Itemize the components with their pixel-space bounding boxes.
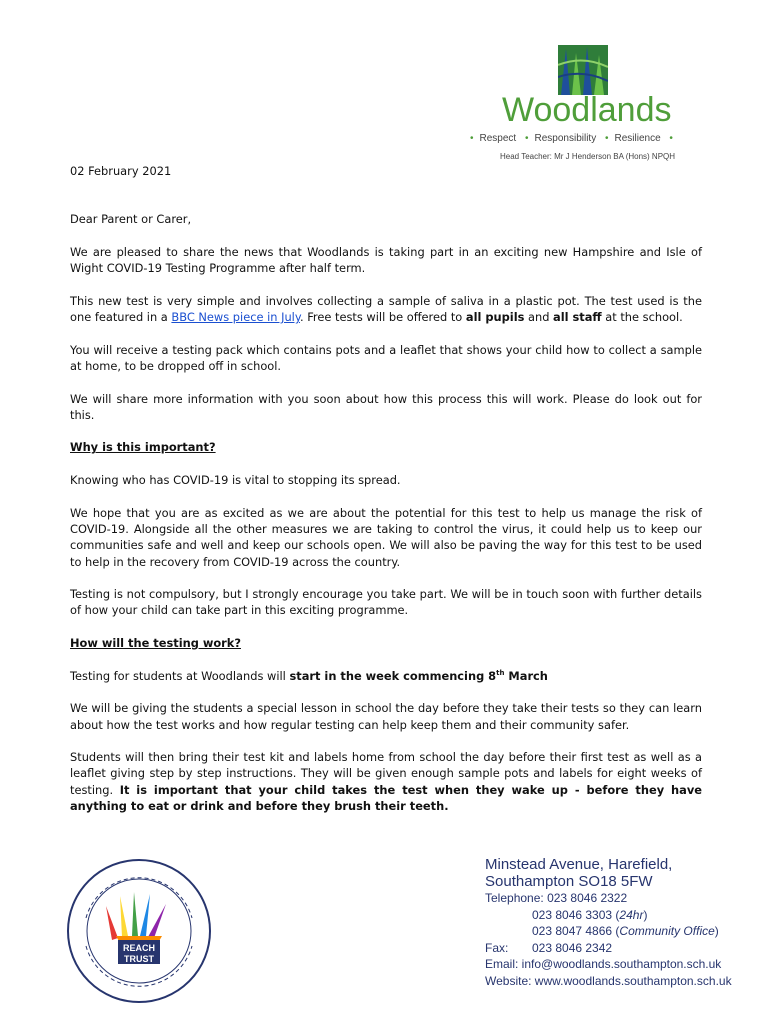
salutation: Dear Parent or Carer, [70,212,192,227]
paragraph-1: We are pleased to share the news that Woodlands is taking part in an exciting new Hampshire and Isle of Wight COVID-19 Testing Programme after half term. [70,244,702,276]
fax-row: Fax: 023 8046 2342 [485,940,613,955]
letter-body [70,163,702,831]
paragraph-2: This new test is very simple and involves collecting a sample of saliva in a plastic pot. The test used is the one featured in a BBC News piece in July. Free tests will be offered to all pupils and all staff at the school. [70,293,702,325]
telephone-row-2: 023 8046 3303 (24hr) [532,907,648,922]
paragraph-3: You will receive a testing pack which contains pots and a leaflet that shows your child how to collect a sample at home, to be dropped off in school. [70,342,702,373]
head-teacher: Head Teacher: Mr J Henderson BA (Hons) NPQH [500,152,676,161]
trust-logo-trust: TRUST [124,954,154,964]
paragraph-8: Testing for students at Woodlands will start in the week commencing 8th March [70,668,548,683]
paragraph-7: Testing is not compulsory, but I strongly encourage you take part. We will be in touch soon with further details of how your child can take part in this exciting programme. [70,587,702,618]
value-respect: Respect [479,133,517,144]
reach-trust-logo-icon [66,858,212,1004]
paragraph-6: We hope that you are as excited as we are about the potential for this test to help us manage the risk of COVID-19. Alongside all the other measures we are taking to control the virus, it could help us to keep our communities safe and well and keep our schools open. We will also be paving the way for this test to be used to help in the recovery from COVID-19 across the country. [70,505,702,569]
paragraph-9: We will be giving the students a special lesson in school the day before they take their tests so they can learn about how the test works and how regular testing can help keep them and their community safer. [70,701,702,732]
trust-logo-reach: REACH [122,943,156,953]
value-resilience: Resilience [614,133,661,144]
heading-why-important: Why is this important? [70,440,216,455]
telephone-row: Telephone: 023 8046 2322 [485,891,628,905]
letter-date: 02 February 2021 [70,164,172,178]
school-name: Woodlands [502,91,672,129]
bbc-news-link[interactable]: BBC News piece in July [171,310,300,325]
woodlands-tree-logo-icon [558,45,608,95]
heading-how-testing-works: How will the testing work? [70,636,241,651]
website-line: Website: www.woodlands.southampton.sch.uk [485,973,732,988]
email-line: Email: info@woodlands.southampton.sch.uk [485,957,722,971]
address-line-2: Southampton SO18 5FW [485,873,653,890]
telephone-row-3: 023 8047 4866 (Community Office) [532,924,719,938]
school-address [485,856,765,989]
paragraph-4: We will share more information with you soon about how this process this will work. Please do look out for this. [70,391,702,422]
address-line-1: Minstead Avenue, Harefield, [485,856,673,873]
value-responsibility: Responsibility [534,133,597,144]
paragraph-10: Students will then bring their test kit and labels home from school the day before their first test as well as a leaflet giving step by step instructions. They will be given enough sample pots and labels for eight weeks of testing. It is important that your child takes the test when they wake up - before they have anything to eat or drink and before they brush their teeth. [70,750,703,813]
paragraph-5: Knowing who has COVID-19 is vital to stopping its spread. [70,473,401,488]
school-logo [470,45,710,170]
school-values: • Respect • Responsibility • Resilience • [470,133,673,144]
